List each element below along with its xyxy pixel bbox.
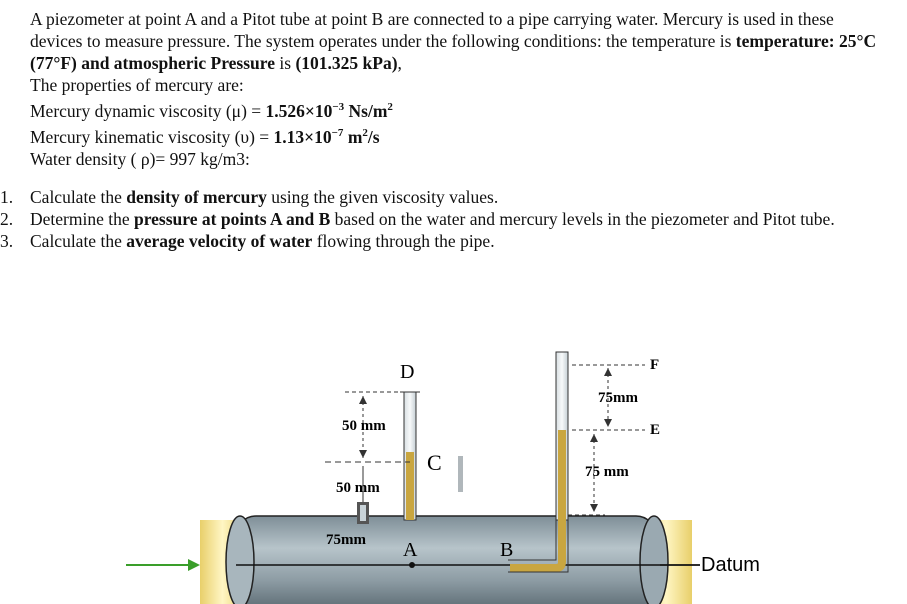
water-density: Water density ( ρ)= 997 kg/m3: (30, 148, 250, 169)
properties-intro: The properties of mercury are: (30, 75, 244, 95)
dim-75-top-right: 75mm (598, 390, 638, 406)
task-post: using the given viscosity values. (266, 187, 499, 207)
dim-50-top: 50 mm (342, 418, 386, 434)
c-marker (458, 456, 463, 492)
dyn-unit: Ns/m (344, 100, 388, 121)
task-number: 3. (0, 231, 14, 251)
piezometer-tap-inner (360, 505, 366, 521)
dyn-unit-exponent: 2 (387, 101, 393, 113)
label-a: A (403, 539, 418, 561)
label-b: B (500, 539, 514, 561)
dim-arrow-up (359, 396, 367, 404)
dim-arrow-down (359, 450, 367, 458)
dyn-mantissa: 1.526×10 (265, 100, 333, 121)
task-post: flowing through the pipe. (312, 231, 495, 251)
kinematic-viscosity-label: Mercury kinematic viscosity (υ) = (30, 126, 274, 147)
dim-50-bottom: 50 mm (336, 480, 380, 496)
task-number: 1. (0, 187, 14, 207)
is-word: is (275, 53, 296, 73)
dim-e-arrow-down (590, 504, 598, 512)
point-a-dot (409, 562, 415, 568)
dim-f-arrow-up (604, 368, 612, 376)
flow-arrow-head (188, 559, 200, 571)
label-d: D (400, 361, 415, 383)
dyn-exponent: −3 (332, 101, 345, 113)
dim-75-right: 75 mm (585, 464, 629, 480)
kin-unit-exponent: 2 (362, 126, 368, 139)
dim-f-arrow-down (604, 419, 612, 427)
label-f: F (650, 357, 660, 373)
kin-unit-tail: /s (367, 126, 380, 147)
task-bold: average velocity of water (126, 231, 313, 251)
task-pre: Calculate the (30, 187, 127, 207)
comma: , (397, 53, 402, 73)
task-pre: Determine the (30, 209, 134, 229)
task-number: 2. (0, 209, 14, 229)
pipe-right-end (640, 516, 668, 604)
dim-75-left: 75mm (326, 532, 366, 548)
temperature-value: : 25°C (77°F) and atmospheric Pressure (30, 31, 877, 73)
kin-exponent: −7 (331, 126, 344, 139)
kin-mantissa: 1.13×10 (273, 126, 332, 147)
pressure-value: (101.325 kPa) (295, 53, 398, 73)
kin-unit: m (343, 126, 363, 147)
pipe-left-end (226, 516, 254, 604)
dim-e-arrow-up (590, 434, 598, 442)
task-pre: Calculate the (30, 231, 127, 251)
task-post: based on the water and mercury levels in the piezometer and Pitot tube. (330, 209, 835, 229)
label-e: E (650, 422, 661, 438)
datum-label: Datum (701, 554, 760, 576)
task-bold: pressure at points A and B (133, 209, 331, 229)
dynamic-viscosity-label: Mercury dynamic viscosity (μ) = (30, 100, 266, 121)
pipe-body (236, 516, 656, 604)
task-bold: density of mercury (126, 187, 267, 207)
temperature-label: temperature (735, 31, 829, 51)
intro-line: A piezometer at point A and a Pitot tube at point B are connected to a pipe carrying water. Mercury is used in these devices to measure pressure. The system operates under the following conditions: the temperature is (30, 9, 834, 51)
label-c: C (427, 450, 442, 475)
